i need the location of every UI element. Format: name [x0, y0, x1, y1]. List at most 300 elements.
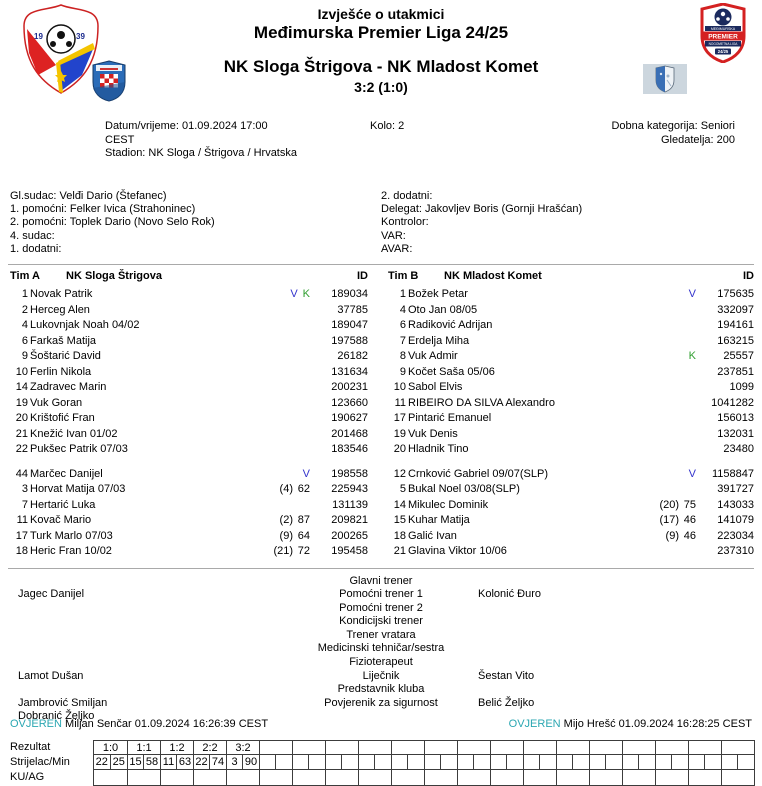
player-row [10, 513, 368, 529]
scorer-minute-pair [656, 755, 688, 770]
player-number: 12 [393, 467, 406, 480]
svg-text:19: 19 [34, 32, 43, 41]
player-marks [267, 482, 310, 498]
substitution-minute: 87 [297, 514, 310, 527]
kuag-cell [326, 770, 358, 785]
scorer-minute-pair [722, 755, 754, 770]
player-id: 25557 [723, 350, 754, 363]
scorer-minute-pair [194, 755, 226, 770]
player-number: 44 [15, 467, 28, 480]
staff-row [8, 642, 754, 656]
result-table-column [325, 741, 358, 785]
player-id: 26182 [337, 350, 368, 363]
player-id: 200231 [331, 381, 368, 394]
player-row [10, 349, 368, 365]
player-name: Ferlin Nikola [30, 365, 92, 378]
staff-role-label: Trener vratara [346, 628, 416, 641]
player-name: Oto Jan 08/05 [408, 303, 478, 316]
scorer-cell [689, 755, 705, 769]
team-b-substitutes [388, 467, 754, 560]
league-title: Međimurska Premier Liga 24/25 [253, 23, 509, 42]
player-number: 2 [21, 303, 28, 316]
staff-row [8, 696, 754, 723]
captain-mark: K [688, 350, 696, 363]
substitution-minute: 75 [683, 498, 696, 511]
goalkeeper-mark: V [302, 467, 310, 480]
scorer-minute-pair [293, 755, 325, 770]
player-id: 223034 [717, 529, 754, 542]
team-b-label: Tim B [388, 270, 419, 283]
result-table-column [589, 741, 622, 785]
player-number: 5 [399, 483, 406, 496]
result-cell [326, 741, 358, 755]
staff-role-label: Medicinski tehničar/sestra [317, 642, 445, 655]
player-row [388, 396, 754, 412]
result-cell [293, 741, 325, 755]
player-id: 123660 [331, 396, 368, 409]
result-table-column [457, 741, 490, 785]
minute-cell: 63 [178, 756, 192, 769]
player-row [388, 442, 754, 458]
player-id: 37785 [337, 303, 368, 316]
premier-liga-crest-icon [698, 3, 748, 66]
player-id: 1041282 [711, 396, 754, 409]
team-b-roster [388, 270, 754, 560]
team-a-label: Tim A [10, 270, 40, 283]
kuag-cell [425, 770, 457, 785]
staff-name-team-a: Jagec Danijel [18, 588, 85, 601]
player-number: 17 [15, 529, 28, 542]
player-row [388, 513, 754, 529]
player-id: 141079 [717, 514, 754, 527]
kuag-cell [227, 770, 259, 785]
player-number: 14 [393, 498, 406, 511]
scorer-min-row-label: Strijelac/Min [10, 756, 70, 769]
staff-role-label: Glavni trener [349, 574, 413, 587]
team-a-id-header: ID [357, 270, 368, 283]
certification-status-left: OVJEREN [10, 718, 62, 731]
minute-cell [342, 755, 358, 769]
player-id: 175635 [717, 288, 754, 301]
staff-name-team-b: Kolonić Đuro [478, 588, 541, 601]
minute-cell [474, 755, 490, 769]
kuag-cell [623, 770, 655, 785]
player-id: 237310 [717, 545, 754, 558]
team-a-roster [10, 270, 368, 560]
captain-mark: K [302, 288, 310, 301]
result-table-column [160, 741, 193, 785]
goalkeeper-mark: V [290, 288, 298, 301]
kuag-cell [557, 770, 589, 785]
result-cell [425, 741, 457, 755]
staff-section [8, 568, 754, 723]
scorer-minute-pair [491, 755, 523, 770]
result-progression-table [10, 740, 762, 786]
result-table-column [622, 741, 655, 785]
result-cell [458, 741, 490, 755]
player-row [388, 334, 754, 350]
player-row [10, 482, 368, 498]
kuag-cell [590, 770, 622, 785]
player-row [10, 442, 368, 458]
officials-column-right [381, 190, 752, 256]
player-name: Sabol Elvis [408, 381, 463, 394]
scorer-minute-pair [458, 755, 490, 770]
kuag-cell [260, 770, 292, 785]
replaced-player-number: (2) [279, 514, 293, 527]
info-datetime: Datum/vrijeme: 01.09.2024 17:00 [105, 120, 268, 132]
player-marks [653, 529, 696, 545]
substitution-minute: 62 [297, 483, 310, 496]
player-name: Turk Marlo 07/03 [30, 529, 113, 542]
player-row [10, 411, 368, 427]
player-marks [285, 287, 310, 303]
team-a-substitutes [10, 467, 368, 560]
player-row [388, 349, 754, 365]
result-cell [524, 741, 556, 755]
result-table-column [523, 741, 556, 785]
staff-name-team-a: Jambrović Smiljan [18, 696, 108, 709]
staff-name-team-a: Dobranić Željko [18, 710, 95, 723]
scorer-cell [722, 755, 738, 769]
scorer-cell: 15 [128, 755, 144, 769]
player-name: Kuhar Matija [408, 514, 470, 527]
kuag-cell [293, 770, 325, 785]
result-cell [590, 741, 622, 755]
player-id: 189047 [331, 319, 368, 332]
player-number: 11 [394, 396, 406, 409]
official-entry: Delegat: Jakovljev Boris (Gornji Hrašćan) [381, 203, 583, 216]
kuag-cell [194, 770, 226, 785]
replaced-player-number: (17) [659, 514, 679, 527]
result-table-column [655, 741, 688, 785]
result-table-labels [10, 740, 93, 786]
player-name: Krištofić Fran [30, 412, 95, 425]
minute-cell: 74 [211, 756, 225, 769]
kuag-cell [689, 770, 721, 785]
scorer-minute-pair [623, 755, 655, 770]
staff-name-team-b: Belić Željko [478, 696, 535, 709]
info-datetime-stadium [105, 120, 297, 161]
kuag-cell [458, 770, 490, 785]
player-row [388, 380, 754, 396]
scorer-cell [326, 755, 342, 769]
match-title: NK Sloga Štrigova - NK Mladost Komet [223, 57, 539, 76]
match-info [0, 120, 762, 170]
player-row [388, 303, 754, 319]
player-number: 18 [15, 545, 28, 558]
player-row [388, 498, 754, 514]
scorer-cell [590, 755, 606, 769]
official-entry: Gl.sudac: Velđi Dario (Štefanec) [10, 190, 167, 202]
player-row [388, 467, 754, 483]
result-row-label: Rezultat [10, 741, 51, 754]
player-row [10, 334, 368, 350]
team-a-starters [10, 287, 368, 458]
scorer-cell [623, 755, 639, 769]
minute-cell [672, 755, 688, 769]
kuag-cell [491, 770, 523, 785]
official-entry: 2. pomoćni: Toplek Dario (Novo Selo Rok) [10, 216, 215, 229]
result-table-column [490, 741, 523, 785]
result-cell [359, 741, 391, 755]
scorer-minute-pair [392, 755, 424, 770]
player-number: 7 [399, 334, 406, 347]
certification-right [509, 718, 752, 732]
result-cell: 2:2 [194, 741, 226, 755]
substitution-minute: 46 [683, 514, 696, 527]
player-number: 21 [393, 545, 406, 558]
scorer-cell [425, 755, 441, 769]
result-table-column [259, 741, 292, 785]
replaced-player-number: (20) [659, 498, 679, 511]
minute-cell [276, 755, 292, 769]
player-name: Šoštarić David [30, 350, 101, 363]
player-id: 201468 [331, 427, 368, 440]
player-marks [653, 513, 696, 529]
kuag-cell [94, 770, 127, 785]
minute-cell: 58 [145, 756, 159, 769]
player-name: Galić Ivan [408, 529, 457, 542]
svg-text:39: 39 [76, 32, 85, 41]
result-cell [392, 741, 424, 755]
player-name: Kovač Mario [30, 514, 92, 527]
result-cell [557, 741, 589, 755]
player-number: 10 [15, 365, 28, 378]
player-number: 9 [21, 350, 28, 363]
substitution-minute: 46 [683, 529, 696, 542]
minute-cell [705, 755, 721, 769]
minute-cell [738, 755, 754, 769]
minute-cell [375, 755, 391, 769]
officials-column-left [10, 190, 381, 256]
player-id: 190627 [331, 412, 368, 425]
player-row [388, 411, 754, 427]
player-number: 20 [393, 443, 406, 456]
team-a-name: NK Sloga Štrigova [66, 270, 162, 283]
player-id: 194161 [717, 319, 754, 332]
staff-name-team-b: Šestan Vito [478, 669, 535, 682]
substitution-minute: 72 [297, 545, 310, 558]
scorer-minute-pair [227, 755, 259, 770]
staff-row [8, 602, 754, 616]
player-name: Bukal Noel 03/08(SLP) [408, 483, 520, 496]
result-table-grid [93, 740, 755, 786]
scorer-minute-pair [689, 755, 721, 770]
section-divider [8, 264, 754, 265]
result-cell [689, 741, 721, 755]
team-b-id-header: ID [743, 270, 754, 283]
official-entry: 1. pomoćni: Felker Ivica (Strahoninec) [10, 203, 196, 216]
minute-cell [408, 755, 424, 769]
player-id: 225943 [331, 483, 368, 496]
player-name: Glavina Viktor 10/06 [408, 545, 507, 558]
player-id: 1099 [729, 381, 754, 394]
player-number: 22 [15, 443, 28, 456]
player-name: Heric Fran 10/02 [30, 545, 112, 558]
scorer-cell: 22 [194, 755, 210, 769]
result-table-column [556, 741, 589, 785]
scorer-minute-pair [590, 755, 622, 770]
result-cell [722, 741, 754, 755]
team-rosters [10, 270, 754, 560]
kuag-cell [722, 770, 754, 785]
player-marks [298, 467, 310, 483]
info-timezone: CEST [105, 133, 135, 146]
kuag-cell [524, 770, 556, 785]
player-name: Horvat Matija 07/03 [30, 483, 126, 496]
player-name: Hladnik Tino [408, 443, 469, 456]
result-table-column [226, 741, 259, 785]
replaced-player-number: (4) [279, 483, 293, 496]
player-row [10, 380, 368, 396]
staff-name-team-a: Lamot Dušan [18, 669, 84, 682]
player-id: 198558 [331, 467, 368, 480]
player-number: 6 [21, 334, 28, 347]
player-number: 10 [393, 381, 406, 394]
staff-row [8, 588, 754, 602]
player-id: 132031 [717, 427, 754, 440]
official-entry: AVAR: [381, 242, 413, 255]
minute-cell [639, 755, 655, 769]
scorer-cell [260, 755, 276, 769]
replaced-player-number: (9) [279, 529, 293, 542]
player-number: 19 [15, 396, 28, 409]
player-number: 21 [15, 427, 28, 440]
goalkeeper-mark: V [688, 467, 696, 480]
result-table-column [94, 741, 127, 785]
player-name: Radiković Adrijan [408, 319, 493, 332]
team-b-name: NK Mladost Komet [444, 270, 542, 283]
player-name: Knežić Ivan 01/02 [30, 427, 118, 440]
minute-cell: 90 [244, 756, 258, 769]
staff-role-label: Povjerenik za sigurnost [324, 696, 438, 709]
scorer-minute-pair [326, 755, 358, 770]
player-number: 8 [399, 350, 406, 363]
player-marks [267, 544, 310, 560]
player-number: 11 [16, 514, 28, 527]
player-id: 183546 [331, 443, 368, 456]
minute-cell [309, 755, 325, 769]
player-id: 195458 [331, 545, 368, 558]
player-id: 197588 [331, 334, 368, 347]
result-cell [623, 741, 655, 755]
kuag-cell [128, 770, 160, 785]
staff-role-label: Liječnik [362, 669, 400, 682]
info-round: Kolo: 2 [370, 120, 405, 132]
player-name: Farkaš Matija [30, 334, 97, 347]
player-name: Vuk Denis [408, 427, 458, 440]
player-name: Zadravec Marin [30, 381, 107, 394]
player-number: 4 [21, 319, 28, 332]
player-id: 156013 [717, 412, 754, 425]
official-entry: 1. dodatni: [10, 242, 62, 255]
result-table-column [721, 741, 754, 785]
info-category-attendance [611, 120, 735, 147]
player-id: 143033 [717, 498, 754, 511]
result-cell [260, 741, 292, 755]
result-table-column [193, 741, 226, 785]
kuag-cell [359, 770, 391, 785]
staff-role-label: Fizioterapeut [349, 656, 413, 669]
player-id: 200265 [331, 529, 368, 542]
player-number: 18 [393, 529, 406, 542]
substitution-minute: 64 [297, 529, 310, 542]
goalkeeper-mark: V [688, 288, 696, 301]
player-id: 23480 [723, 443, 754, 456]
scorer-minute-pair [557, 755, 589, 770]
player-name: Kočet Saša 05/06 [408, 365, 495, 378]
player-id: 163215 [717, 334, 754, 347]
svg-text:MEĐIMURSKA: MEĐIMURSKA [710, 27, 736, 31]
player-name: Pintarić Emanuel [408, 412, 492, 425]
scorer-cell [557, 755, 573, 769]
official-entry: VAR: [381, 229, 406, 242]
scorer-minute-pair [524, 755, 556, 770]
scorer-minute-pair [161, 755, 193, 770]
staff-row [8, 670, 754, 684]
player-row [10, 318, 368, 334]
player-row [388, 287, 754, 303]
scorer-cell [656, 755, 672, 769]
scorer-cell [392, 755, 408, 769]
player-row [388, 544, 754, 560]
player-marks [684, 287, 696, 303]
staff-row [8, 615, 754, 629]
svg-text:NOGOMETNA LIGA: NOGOMETNA LIGA [708, 42, 738, 46]
player-number: 1 [399, 288, 406, 301]
replaced-player-number: (9) [665, 529, 679, 542]
result-cell: 3:2 [227, 741, 259, 755]
svg-text:24/25: 24/25 [717, 49, 729, 54]
player-number: 14 [15, 381, 28, 394]
match-officials [10, 190, 752, 256]
player-row [388, 529, 754, 545]
team-b-starters [388, 287, 754, 458]
staff-role-label: Kondicijski trener [339, 615, 423, 628]
player-row [388, 427, 754, 443]
player-row [388, 365, 754, 381]
player-row [10, 365, 368, 381]
team-a-header [10, 270, 368, 287]
result-cell: 1:1 [128, 741, 160, 755]
certification-row [10, 718, 752, 732]
minute-cell [606, 755, 622, 769]
player-number: 6 [399, 319, 406, 332]
minute-cell [507, 755, 523, 769]
player-row [10, 427, 368, 443]
player-name: Mikulec Dominik [408, 498, 489, 511]
player-name: Crnković Gabriel 09/07(SLP) [408, 467, 549, 480]
certification-status-right: OVJEREN [508, 718, 561, 731]
official-entry: 2. dodatni: [381, 190, 433, 202]
player-id: 237851 [717, 365, 754, 378]
player-number: 3 [21, 483, 28, 496]
player-number: 17 [393, 412, 406, 425]
scorer-cell [359, 755, 375, 769]
staff-role-label: Predstavnik kluba [337, 683, 425, 696]
kuag-cell [161, 770, 193, 785]
player-number: 15 [393, 514, 406, 527]
result-cell [656, 741, 688, 755]
replaced-player-number: (21) [273, 545, 293, 558]
player-row [10, 529, 368, 545]
player-name: Erdelja Miha [408, 334, 470, 347]
result-table-column [391, 741, 424, 785]
scorer-cell [524, 755, 540, 769]
player-id: 1158847 [711, 467, 754, 480]
scorer-cell: 11 [161, 755, 177, 769]
